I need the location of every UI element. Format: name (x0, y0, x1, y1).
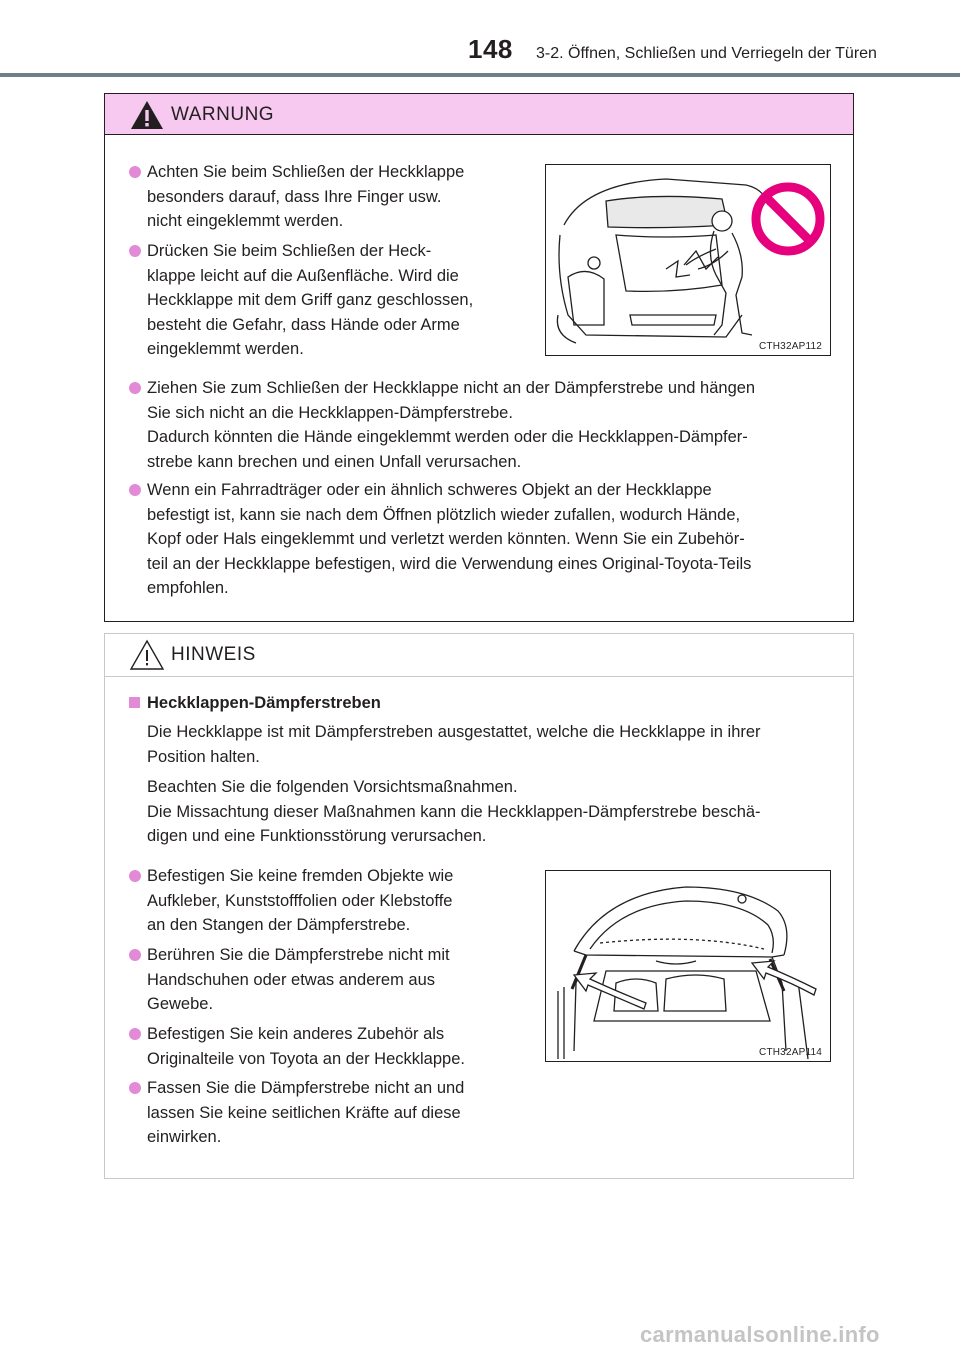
bullet-dot (129, 166, 141, 178)
text-line: Dadurch könnten die Hände eingeklemmt werden oder die Heckklappen-Dämpfer- (147, 428, 748, 446)
text-line: Wenn ein Fahrradträger oder ein ähnlich schweres Objekt an der Heckklappe (147, 481, 712, 499)
text-line: einwirken. (147, 1128, 222, 1146)
text-line: Heckklappe mit dem Griff ganz geschlossen, (147, 291, 474, 309)
text-line: Kopf oder Hals eingeklemmt und verletzt werden könnten. Wenn Sie ein Zubehör- (147, 530, 745, 548)
chapter-title: 3-2. Öffnen, Schließen und Verriegeln der Türen (536, 45, 877, 62)
notice-box (104, 633, 854, 1179)
text-line: lassen Sie keine seitlichen Kräfte auf diese (147, 1103, 461, 1122)
text-line: teil an der Heckklappe befestigen, wird die Verwendung eines Original-Toyota-Teils (147, 554, 752, 573)
text-line: befestigt ist, kann sie nach dem Öffnen plötzlich wieder zufallen, wodurch Hände, (147, 505, 741, 524)
warning-title: WARNUNG (171, 104, 275, 125)
text-line: Fassen Sie die Dämpferstrebe nicht an und (147, 1079, 465, 1097)
text-line: Befestigen Sie keine fremden Objekte wie (147, 867, 454, 885)
bullet-dot (129, 484, 141, 496)
text-line: Befestigen Sie kein anderes Zubehör als (147, 1025, 445, 1043)
warning-bullet (129, 478, 845, 601)
text-line: Ziehen Sie zum Schließen der Heckklappe nicht an der Dämpferstrebe und hängen (147, 379, 756, 397)
notice-paragraph (147, 775, 837, 849)
text-line: Achten Sie beim Schließen der Heckklappe (147, 163, 465, 181)
text-line: klappe leicht auf die Außenfläche. Wird die (147, 266, 459, 285)
bullet-dot (129, 949, 141, 961)
pointer-arrows (574, 961, 816, 1009)
text-line: besonders darauf, dass Ihre Finger usw. (147, 187, 442, 206)
text-line: Drücken Sie beim Schließen der Heck- (147, 242, 432, 260)
square-bullet-icon (129, 697, 140, 708)
header-rule (0, 73, 960, 77)
text-line: digen und eine Funktionsstörung verursachen. (147, 827, 487, 845)
text-line: Position halten. (147, 747, 260, 766)
warning-box (104, 93, 854, 622)
figure-code: CTH32AP114 (759, 1047, 822, 1058)
damper-strut-figure (545, 870, 831, 1062)
bullet-dot (129, 245, 141, 257)
text-line: eingeklemmt werden. (147, 340, 304, 358)
page-number: 148 (468, 34, 513, 64)
notice-bullet (129, 943, 521, 1017)
subheading-text: Heckklappen-Dämpferstreben (147, 694, 381, 712)
notice-title: HINWEIS (171, 644, 256, 665)
text-line: Beachten Sie die folgenden Vorsichtsmaßnahmen. (147, 778, 518, 796)
notice-bullet (129, 1076, 521, 1150)
bullet-dot (129, 1082, 141, 1094)
notice-header (105, 634, 853, 677)
prohibition-icon (756, 187, 820, 251)
warning-bullet (129, 239, 521, 362)
text-line: nicht eingeklemmt werden. (147, 212, 344, 230)
text-line: Gewebe. (147, 995, 214, 1013)
text-line: Berühren Sie die Dämpferstrebe nicht mit (147, 946, 450, 964)
text-line: Die Heckklappe ist mit Dämpferstreben ausgestattet, welche die Heckklappe in ihrer (147, 723, 761, 741)
text-line: Aufkleber, Kunststofffolien oder Klebstoffe (147, 891, 453, 910)
bullet-dot (129, 870, 141, 882)
tailgate-closing-illustration (546, 165, 830, 355)
text-line: Originalteile von Toyota an der Heckklappe. (147, 1049, 465, 1068)
bullet-dot (129, 1028, 141, 1040)
text-line: Die Missachtung dieser Maßnahmen kann die Heckklappen-Dämpferstrebe beschä- (147, 802, 761, 821)
text-line: an den Stangen der Dämpferstrebe. (147, 916, 411, 934)
text-line: empfohlen. (147, 579, 229, 597)
caution-triangle-icon (129, 639, 165, 671)
warning-header (105, 94, 853, 135)
tailgate-closing-figure (545, 164, 831, 356)
text-line: besteht die Gefahr, dass Hände oder Arme (147, 315, 460, 334)
notice-bullet (129, 864, 521, 938)
notice-bullet (129, 1022, 521, 1071)
text-line: Handschuhen oder etwas anderem aus (147, 970, 436, 989)
damper-strut-illustration (546, 871, 830, 1061)
bullet-dot (129, 382, 141, 394)
text-line: Sie sich nicht an die Heckklappen-Dämpferstrebe. (147, 403, 513, 422)
notice-paragraph (147, 720, 837, 769)
text-line: strebe kann brechen und einen Unfall verursachen. (147, 452, 522, 471)
warning-triangle-icon (129, 99, 165, 131)
warning-bullet (129, 160, 521, 234)
page-header (0, 0, 960, 80)
warning-bullet (129, 376, 845, 474)
watermark-text: carmanualsonline.info (640, 1322, 880, 1347)
notice-subheading (129, 694, 381, 713)
figure-code: CTH32AP112 (759, 341, 822, 352)
